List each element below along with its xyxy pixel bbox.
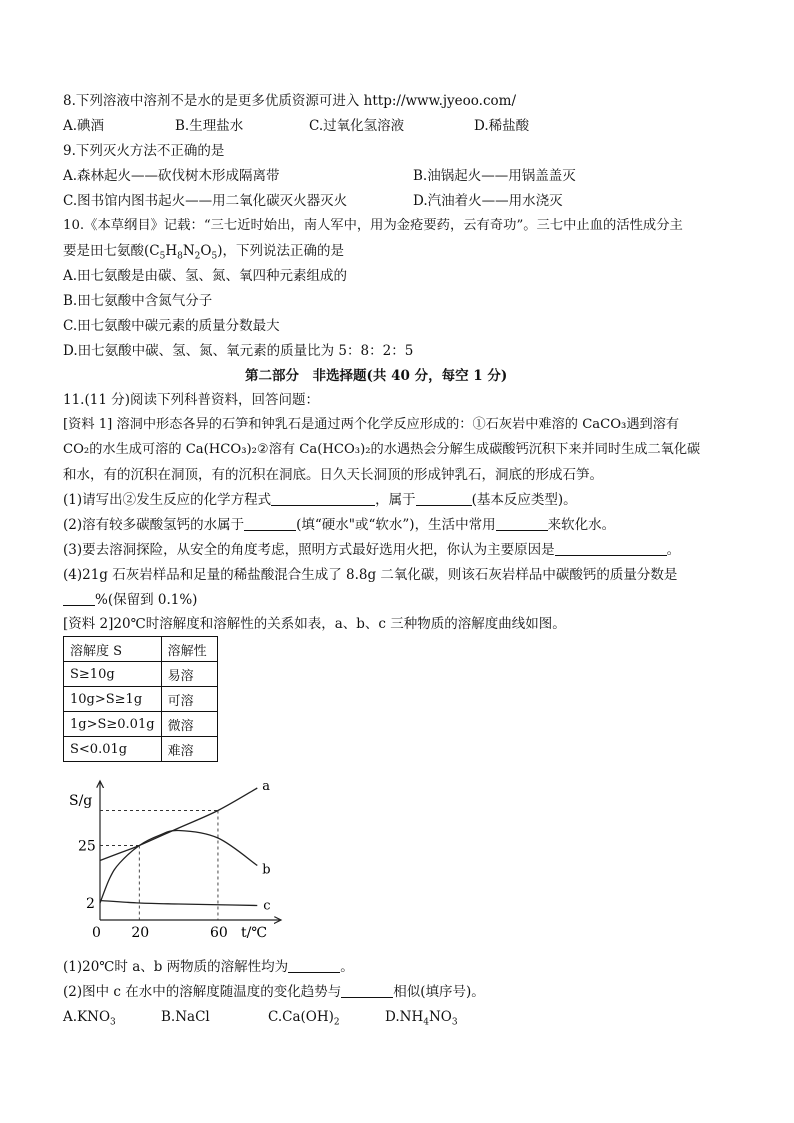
- table-row: [64, 712, 218, 737]
- table-cell: S≥10g: [64, 662, 162, 687]
- material2: [资料 2]20℃时溶解度和溶解性的关系如表，a、b、c 三种物质的溶解度曲线如图。: [63, 616, 566, 632]
- table-cell: 难溶: [161, 737, 217, 762]
- q11-sub2-option-d: $D.NH_4NO_3$: [385, 1009, 458, 1028]
- q11-sub2-option-c: $C.Ca(OH)_2$: [268, 1009, 340, 1028]
- y-tick-label: 25: [78, 838, 96, 855]
- answer-blank[interactable]: [288, 960, 340, 973]
- q11-intro: 11.(11 分)阅读下列科普资料，回答问题：: [63, 392, 319, 408]
- q8-stem: 8.下列溶液中溶剂不是水的是更多优质资源可进入 http://www.jyeoo.com/: [63, 93, 517, 109]
- table-cell: S<0.01g: [64, 737, 162, 762]
- series-line-a: [100, 788, 257, 861]
- q11-part4-line1: (4)21g 石灰岩样品和足量的稀盐酸混合生成了 8.8g 二氧化碳，则该石灰岩样品中碳酸钙的质量分数是: [63, 567, 678, 583]
- y-tick-label: 2: [86, 896, 95, 912]
- answer-blank[interactable]: [244, 518, 296, 531]
- x-tick-label: 0: [92, 925, 101, 941]
- q9-option-d: D.汽油着火——用水浇灭: [413, 193, 563, 209]
- table-cell: 1g>S≥0.01g: [64, 712, 162, 737]
- material1-line1: [资料 1] 溶洞中形态各异的石笋和钟乳石是通过两个化学反应形成的：①石灰岩中难溶的 CaCO₃遇到溶有: [63, 417, 680, 432]
- q9-stem: 9.下列灭火方法不正确的是: [63, 143, 225, 159]
- table-cell: 易溶: [161, 662, 217, 687]
- table-row: [64, 687, 218, 712]
- series-label-c: c: [263, 898, 271, 914]
- series-label-b: b: [262, 862, 271, 878]
- answer-blank[interactable]: [63, 593, 95, 606]
- table-row: [64, 737, 218, 762]
- q11-sub2-option-a: $A.KNO_3$: [63, 1009, 116, 1028]
- answer-blank[interactable]: [271, 493, 375, 506]
- q8-option-a: A.碘酒: [63, 118, 105, 134]
- series-line-c: [100, 901, 257, 906]
- table-cell: 可溶: [161, 687, 217, 712]
- q10-stem-line2: 要是田七氨酸$(C_5H_8N_2O_5)$，下列说法正确的是: [63, 243, 344, 262]
- q10-stem-line1: 10.《本草纲目》记载：“三七近时始出，南人军中，用为金疮要药，云有奇功”。三七中止血的活性成分主: [63, 218, 683, 233]
- table-header-row: [64, 637, 218, 662]
- series-label-a: a: [262, 779, 271, 794]
- answer-blank[interactable]: [496, 518, 548, 531]
- table-header-cell: 溶解性: [161, 637, 217, 662]
- q8-option-d: D.稀盐酸: [474, 118, 530, 134]
- q8-option-b: B.生理盐水: [175, 118, 244, 134]
- y-axis-label: S/g: [69, 793, 93, 809]
- table-cell: 微溶: [161, 712, 217, 737]
- x-axis-label: t/℃: [241, 925, 268, 941]
- table-cell: 10g>S≥1g: [64, 687, 162, 712]
- q10-option-d: D.田七氨酸中碳、氢、氮、氧元素的质量比为 5：8：2：5: [63, 343, 414, 359]
- material1-line3: 和水，有的沉积在洞顶，有的沉积在洞底。日久天长洞顶的形成钟乳石，洞底的形成石笋。: [63, 467, 603, 483]
- material1-line2: CO₂的水生成可溶的 Ca(HCO₃)₂②溶有 Ca(HCO₃)₂的水遇热会分解生成碳酸钙沉积下来并同时生成二氧化碳: [63, 442, 701, 457]
- q10-option-c: C.田七氨酸中碳元素的质量分数最大: [63, 318, 280, 334]
- q9-option-a: A.森林起火——砍伐树木形成隔离带: [63, 168, 280, 184]
- q11-sub2-option-b: B.NaCl: [161, 1009, 210, 1025]
- table-header-cell: 溶解度 S: [64, 637, 162, 662]
- series-line-b: [100, 830, 257, 903]
- q11-part4-line2: %(保留到 0.1%): [63, 591, 197, 609]
- answer-blank[interactable]: [416, 493, 472, 506]
- x-tick-label: 60: [209, 925, 228, 941]
- q10-option-b: B.田七氨酸中含氮气分子: [63, 293, 213, 309]
- q9-option-c: C.图书馆内图书起火——用二氧化碳灭火器灭火: [63, 193, 348, 209]
- q11-part3: (3)要去溶洞探险，从安全的角度考虑，照明方式最好选用火把，你认为主要原因是 。: [63, 542, 681, 558]
- q10-option-a: A.田七氨酸是由碳、氢、氮、氧四种元素组成的: [63, 268, 348, 284]
- q8-option-c: C.过氧化氢溶液: [309, 118, 405, 134]
- q11-part2: (2)溶有较多碳酸氢钙的水属于 (填“硬水"或“软水”)，生活中常用 来软化水。: [63, 517, 616, 533]
- section-title: 第二部分 非选择题(共 40 分，每空 1 分): [245, 368, 508, 384]
- q11-part1: (1)请写出②发生反应的化学方程式 ，属于 (基本反应类型)。: [63, 492, 577, 508]
- x-tick-label: 20: [131, 925, 150, 941]
- q9-option-b: B.油锅起火——用锅盖盖灭: [413, 168, 576, 184]
- q11-sub2: (2)图中 c 在水中的溶解度随温度的变化趋势与 相似(填序号)。: [63, 984, 485, 1000]
- table-row: [64, 662, 218, 687]
- q11-sub1: (1)20℃时 a、b 两物质的溶解性均为 。: [63, 959, 354, 975]
- solubility-chart: [63, 775, 293, 945]
- answer-blank[interactable]: [341, 985, 393, 998]
- answer-blank[interactable]: [555, 543, 667, 556]
- solubility-table: [63, 636, 218, 762]
